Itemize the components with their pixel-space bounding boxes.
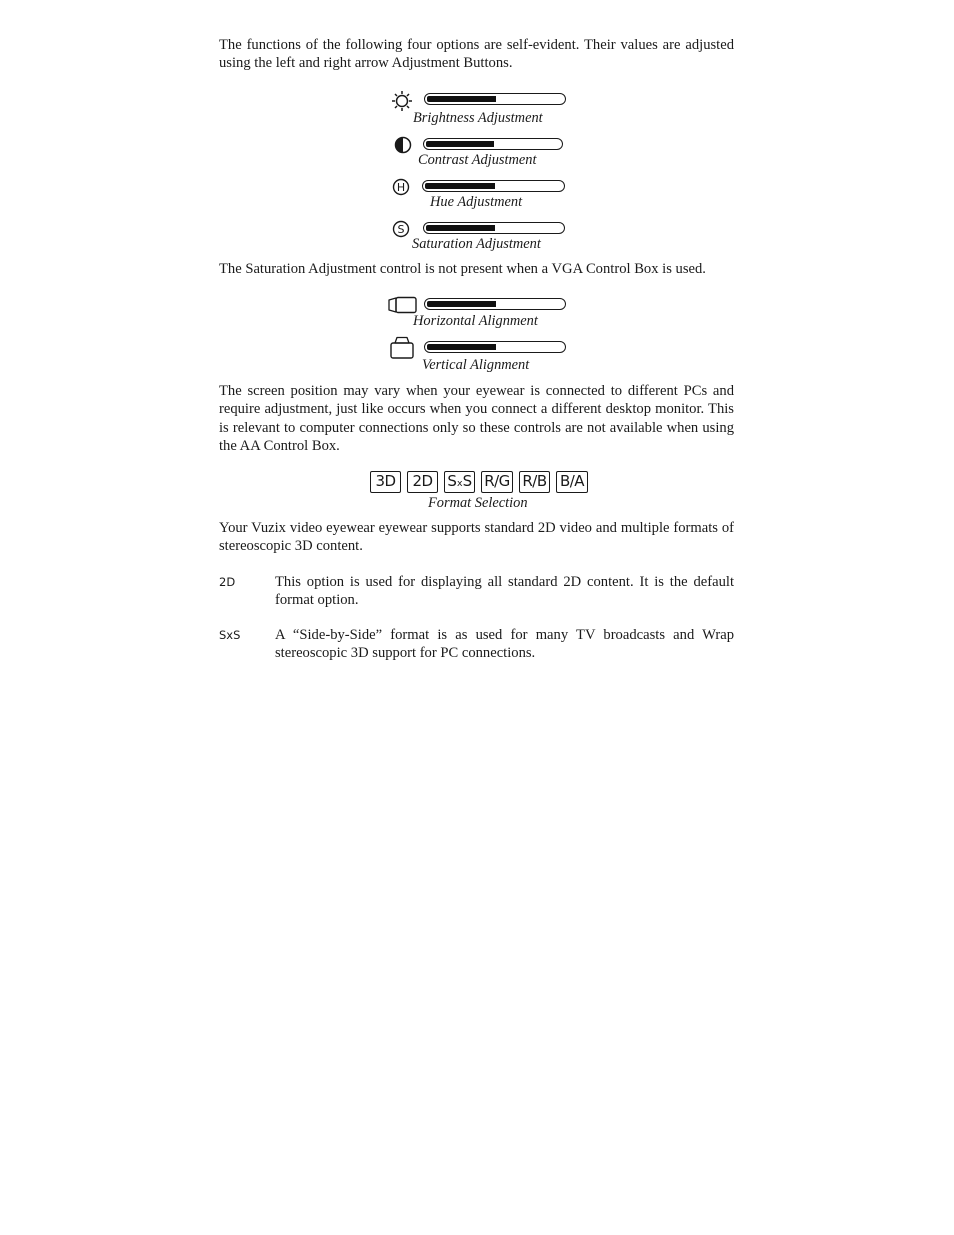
vertical-screen-icon (389, 336, 415, 365)
slider-fill (427, 301, 496, 307)
intro-paragraph: The functions of the following four options are self-evident. Their values are adjusted using the left and right arrow Adjustment Buttons. (219, 37, 734, 72)
slider-fill (427, 96, 496, 102)
vertical-alignment-caption: Vertical Alignment (422, 357, 530, 373)
circled-s-icon (392, 220, 410, 243)
sun-icon (391, 90, 413, 117)
saturation-slider[interactable] (423, 222, 565, 234)
format-3d-button[interactable]: 3D (370, 471, 401, 493)
saturation-note: The Saturation Adjustment control is not present when a VGA Control Box is used. (219, 261, 706, 277)
hue-glyph: H (396, 181, 406, 194)
definition-text: This option is used for displaying all standard 2D content. It is the default format option. (275, 574, 734, 609)
circled-h-icon (392, 178, 410, 201)
brightness-slider[interactable] (424, 93, 566, 105)
horizontal-alignment-caption: Horizontal Alignment (413, 313, 538, 329)
half-circle-icon (394, 136, 412, 159)
slider-fill (426, 225, 495, 231)
horizontal-alignment-slider[interactable] (424, 298, 566, 310)
slider-fill (426, 141, 494, 147)
definition-text: A “Side-by-Side” format is as used for many TV broadcasts and Wrap stereoscopic 3D support for PC connections. (275, 627, 734, 662)
hue-caption: Hue Adjustment (430, 194, 523, 210)
format-sxs-button[interactable]: SₓS (444, 471, 475, 493)
definition-term: SxS (219, 628, 241, 642)
format-ba-button[interactable]: B/A (556, 471, 588, 493)
slider-fill (427, 344, 496, 350)
definition-term: 2D (219, 575, 236, 589)
saturation-glyph: S (397, 223, 405, 236)
contrast-caption: Contrast Adjustment (418, 152, 537, 168)
saturation-caption: Saturation Adjustment (412, 236, 541, 252)
format-selection-buttons (370, 471, 588, 493)
hue-slider[interactable] (422, 180, 565, 192)
vertical-alignment-slider[interactable] (424, 341, 566, 353)
screen-position-paragraph: The screen position may vary when your eyewear is connected to different PCs and require adjustment, just like occurs when you connect a different desktop monitor. This is relevant to computer connections only so these controls are not available when using the AA Control Box. (219, 383, 734, 455)
slider-fill (425, 183, 495, 189)
vuzix-paragraph: Your Vuzix video eyewear eyewear supports standard 2D video and multiple formats of stereoscopic 3D content. (219, 520, 734, 555)
brightness-caption: Brightness Adjustment (413, 110, 543, 126)
format-2d-button[interactable]: 2D (407, 471, 438, 493)
format-rb-button[interactable]: R/B (519, 471, 550, 493)
format-rg-button[interactable]: R/G (481, 471, 513, 493)
format-selection-caption: Format Selection (428, 495, 528, 511)
contrast-slider[interactable] (423, 138, 563, 150)
